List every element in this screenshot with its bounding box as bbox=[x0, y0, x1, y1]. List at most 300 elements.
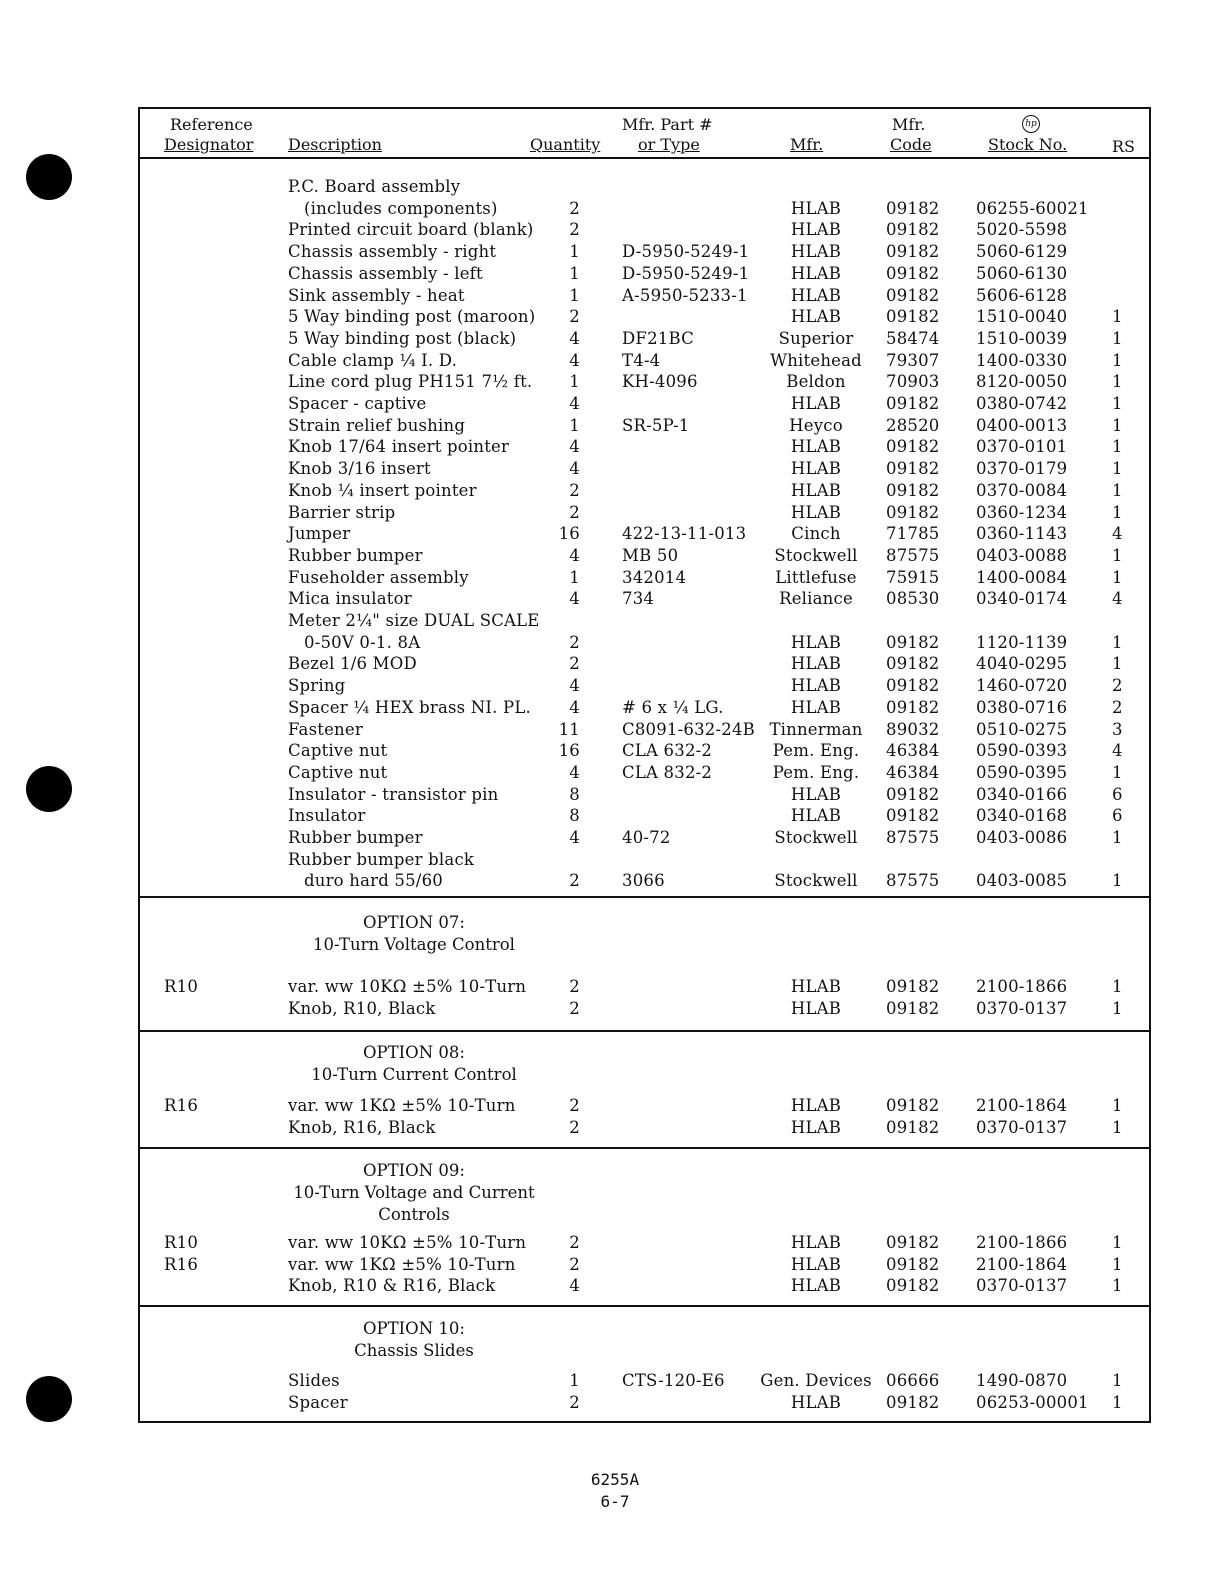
cell-stock-number: 0590-0393 bbox=[976, 741, 1068, 761]
cell-quantity: 1 bbox=[569, 285, 580, 305]
cell-description: var. ww 10KΩ ±5% 10-Turn bbox=[288, 977, 527, 996]
header-mfr-code-line1: Mfr. bbox=[892, 115, 926, 134]
table-row bbox=[140, 1255, 1149, 1277]
table-row bbox=[140, 503, 1149, 525]
cell-quantity: 2 bbox=[569, 1233, 580, 1252]
cell-rs-quantity: 1 bbox=[1112, 415, 1123, 435]
option-title: 10-Turn Current Control bbox=[311, 1065, 517, 1084]
cell-mfr-code: 58474 bbox=[886, 328, 940, 348]
cell-manufacturer: HLAB bbox=[790, 394, 842, 413]
cell-description: Chassis assembly - left bbox=[288, 263, 483, 283]
option-title: OPTION 09: bbox=[363, 1161, 465, 1180]
cell-mfr-part: D-5950-5249-1 bbox=[622, 242, 750, 262]
cell-stock-number: 4040-0295 bbox=[976, 654, 1068, 674]
cell-rs-quantity: 4 bbox=[1112, 741, 1123, 761]
cell-manufacturer: HLAB bbox=[790, 632, 842, 652]
cell-mfr-code: 28520 bbox=[886, 415, 940, 435]
cell-rs-quantity: 1 bbox=[1112, 307, 1123, 327]
header-ref-line2: Designator bbox=[164, 135, 254, 154]
table-row bbox=[140, 329, 1149, 351]
cell-mfr-part: DF21BC bbox=[622, 328, 694, 348]
cell-rs-quantity: 1 bbox=[1112, 1276, 1123, 1296]
cell-stock-number: 5060-6130 bbox=[976, 263, 1068, 283]
cell-mfr-code: 09182 bbox=[886, 394, 940, 413]
cell-quantity: 1 bbox=[569, 567, 580, 587]
cell-mfr-code: 09182 bbox=[886, 1392, 940, 1412]
cell-mfr-code: 09182 bbox=[886, 654, 940, 674]
table-row bbox=[140, 286, 1149, 308]
cell-rs-quantity: 1 bbox=[1112, 632, 1123, 652]
cell-mfr-code: 09182 bbox=[886, 502, 940, 522]
table-row bbox=[140, 177, 1149, 199]
cell-mfr-code: 06666 bbox=[886, 1371, 940, 1390]
cell-quantity: 2 bbox=[569, 502, 580, 522]
table-row bbox=[140, 871, 1149, 893]
cell-description: var. ww 1KΩ ±5% 10-Turn bbox=[288, 1096, 516, 1115]
cell-manufacturer: HLAB bbox=[790, 654, 842, 674]
option-separator bbox=[140, 896, 1149, 898]
cell-manufacturer: Littlefuse bbox=[775, 567, 857, 587]
cell-mfr-part: 3066 bbox=[622, 871, 665, 891]
cell-manufacturer: HLAB bbox=[790, 480, 842, 500]
cell-stock-number: 1510-0039 bbox=[976, 328, 1068, 348]
cell-mfr-part: 734 bbox=[622, 589, 655, 609]
cell-description: Slides bbox=[288, 1371, 340, 1390]
cell-manufacturer: HLAB bbox=[790, 1276, 842, 1296]
cell-stock-number: 0403-0088 bbox=[976, 545, 1068, 565]
cell-stock-number: 1400-0084 bbox=[976, 567, 1068, 587]
cell-stock-number: 2100-1866 bbox=[976, 1233, 1068, 1252]
cell-manufacturer: HLAB bbox=[790, 676, 842, 696]
cell-mfr-part: 422-13-11-013 bbox=[622, 524, 747, 544]
option-separator bbox=[140, 1305, 1149, 1307]
cell-description: Captive nut bbox=[288, 762, 388, 782]
option-title: Chassis Slides bbox=[354, 1341, 474, 1360]
cell-mfr-code: 09182 bbox=[886, 437, 940, 457]
cell-quantity: 2 bbox=[569, 220, 580, 240]
cell-description: Spacer - captive bbox=[288, 394, 427, 413]
cell-stock-number: 5020-5598 bbox=[976, 220, 1068, 240]
cell-stock-number: 0380-0716 bbox=[976, 697, 1068, 717]
cell-rs-quantity: 1 bbox=[1112, 437, 1123, 457]
cell-description: 0-50V 0-1. 8A bbox=[304, 632, 421, 652]
cell-rs-quantity: 4 bbox=[1112, 524, 1123, 544]
cell-description: duro hard 55/60 bbox=[304, 871, 443, 891]
cell-manufacturer: Superior bbox=[778, 328, 854, 348]
table-row bbox=[140, 242, 1149, 264]
cell-manufacturer: HLAB bbox=[790, 1096, 842, 1115]
cell-manufacturer: HLAB bbox=[790, 806, 842, 826]
table-row bbox=[140, 1276, 1149, 1298]
table-row bbox=[140, 806, 1149, 828]
cell-manufacturer: HLAB bbox=[790, 220, 842, 240]
cell-stock-number: 5606-6128 bbox=[976, 285, 1068, 305]
cell-manufacturer: HLAB bbox=[790, 502, 842, 522]
cell-description: Sink assembly - heat bbox=[288, 285, 465, 305]
cell-mfr-part: D-5950-5249-1 bbox=[622, 263, 750, 283]
table-row bbox=[140, 1233, 1149, 1255]
cell-stock-number: 1120-1139 bbox=[976, 632, 1068, 652]
cell-mfr-code: 09182 bbox=[886, 1117, 940, 1137]
cell-rs-quantity: 1 bbox=[1112, 1096, 1123, 1115]
cell-description: Captive nut bbox=[288, 741, 388, 761]
cell-description: Knob, R10, Black bbox=[288, 998, 436, 1018]
cell-rs-quantity: 1 bbox=[1112, 1233, 1123, 1252]
cell-manufacturer: Pem. Eng. bbox=[772, 762, 860, 782]
punch-hole-middle bbox=[26, 766, 72, 812]
cell-mfr-code: 09182 bbox=[886, 1276, 940, 1296]
cell-mfr-code: 09182 bbox=[886, 459, 940, 479]
cell-mfr-code: 09182 bbox=[886, 806, 940, 826]
cell-rs-quantity: 3 bbox=[1112, 719, 1123, 739]
table-row bbox=[140, 307, 1149, 329]
cell-mfr-code: 09182 bbox=[886, 998, 940, 1018]
cell-mfr-code: 09182 bbox=[886, 1254, 940, 1274]
footer-model: 6255A bbox=[590, 1470, 640, 1489]
cell-manufacturer: HLAB bbox=[790, 1233, 842, 1252]
cell-mfr-code: 79307 bbox=[886, 350, 940, 370]
cell-description: (includes components) bbox=[304, 198, 498, 218]
cell-stock-number: 0340-0168 bbox=[976, 806, 1068, 826]
table-row bbox=[140, 351, 1149, 373]
cell-quantity: 1 bbox=[569, 415, 580, 435]
table-row bbox=[140, 1371, 1149, 1393]
cell-quantity: 4 bbox=[569, 545, 580, 565]
option-title: OPTION 08: bbox=[363, 1043, 465, 1062]
cell-quantity: 4 bbox=[569, 394, 580, 413]
cell-mfr-code: 09182 bbox=[886, 977, 940, 996]
cell-description: Strain relief bushing bbox=[288, 415, 466, 435]
cell-mfr-part: 40-72 bbox=[622, 828, 671, 847]
cell-rs-quantity: 1 bbox=[1112, 762, 1123, 782]
cell-stock-number: 0340-0174 bbox=[976, 589, 1068, 609]
table-row bbox=[140, 1096, 1149, 1118]
cell-ref-designator: R16 bbox=[164, 1096, 199, 1115]
cell-description: var. ww 1KΩ ±5% 10-Turn bbox=[288, 1254, 516, 1274]
cell-mfr-part: KH-4096 bbox=[622, 372, 698, 392]
cell-manufacturer: Heyco bbox=[789, 415, 843, 435]
header-ref-line1: Reference bbox=[170, 115, 253, 134]
cell-stock-number: 0370-0137 bbox=[976, 1276, 1068, 1296]
cell-manufacturer: HLAB bbox=[790, 998, 842, 1018]
cell-mfr-code: 71785 bbox=[886, 524, 940, 544]
cell-stock-number: 2100-1864 bbox=[976, 1096, 1068, 1115]
option-title: 10-Turn Voltage Control bbox=[313, 935, 515, 954]
footer-page-number: 6-7 bbox=[600, 1492, 630, 1511]
cell-rs-quantity: 6 bbox=[1112, 784, 1123, 804]
table-row bbox=[140, 763, 1149, 785]
cell-stock-number: 1490-0870 bbox=[976, 1371, 1068, 1390]
cell-description: 5 Way binding post (maroon) bbox=[288, 307, 536, 327]
cell-mfr-part: T4-4 bbox=[622, 350, 661, 370]
cell-stock-number: 0370-0101 bbox=[976, 437, 1068, 457]
table-row bbox=[140, 977, 1149, 999]
cell-quantity: 4 bbox=[569, 697, 580, 717]
cell-mfr-code: 09182 bbox=[886, 263, 940, 283]
cell-manufacturer: HLAB bbox=[790, 307, 842, 327]
cell-description: Mica insulator bbox=[288, 589, 412, 609]
cell-description: Knob ¼ insert pointer bbox=[288, 480, 477, 500]
cell-description: Knob, R16, Black bbox=[288, 1117, 436, 1137]
cell-description: Knob 3/16 insert bbox=[288, 459, 431, 479]
cell-manufacturer: HLAB bbox=[790, 263, 842, 283]
cell-mfr-code: 09182 bbox=[886, 480, 940, 500]
cell-description: var. ww 10KΩ ±5% 10-Turn bbox=[288, 1233, 527, 1252]
cell-quantity: 2 bbox=[569, 1254, 580, 1274]
cell-mfr-code: 09182 bbox=[886, 697, 940, 717]
cell-quantity: 2 bbox=[569, 998, 580, 1018]
cell-description: Spring bbox=[288, 676, 346, 696]
table-row bbox=[140, 416, 1149, 438]
option-title: OPTION 10: bbox=[363, 1319, 465, 1338]
cell-mfr-code: 09182 bbox=[886, 220, 940, 240]
table-row bbox=[140, 1118, 1149, 1140]
table-row bbox=[140, 676, 1149, 698]
cell-stock-number: 8120-0050 bbox=[976, 372, 1068, 392]
cell-stock-number: 5060-6129 bbox=[976, 242, 1068, 262]
table-row bbox=[140, 633, 1149, 655]
cell-mfr-part: MB 50 bbox=[622, 545, 679, 565]
cell-mfr-part: CTS-120-E6 bbox=[622, 1371, 725, 1390]
cell-mfr-code: 87575 bbox=[886, 545, 940, 565]
cell-description: Knob 17/64 insert pointer bbox=[288, 437, 510, 457]
table-row bbox=[140, 459, 1149, 481]
option-separator bbox=[140, 1147, 1149, 1149]
header-mfr: Mfr. bbox=[790, 135, 824, 154]
table-row bbox=[140, 1393, 1149, 1415]
cell-description: Spacer ¼ HEX brass NI. PL. bbox=[288, 697, 531, 717]
header-mfr-part-line2: or Type bbox=[638, 135, 700, 154]
cell-stock-number: 0400-0013 bbox=[976, 415, 1068, 435]
cell-rs-quantity: 1 bbox=[1112, 394, 1123, 413]
cell-mfr-part: C8091-632-24B bbox=[622, 719, 755, 739]
cell-quantity: 2 bbox=[569, 977, 580, 996]
cell-mfr-part: CLA 632-2 bbox=[622, 741, 713, 761]
cell-quantity: 1 bbox=[569, 242, 580, 262]
cell-stock-number: 0360-1143 bbox=[976, 524, 1068, 544]
cell-stock-number: 0370-0137 bbox=[976, 1117, 1068, 1137]
cell-quantity: 1 bbox=[569, 372, 580, 392]
cell-stock-number: 0510-0275 bbox=[976, 719, 1068, 739]
cell-mfr-code: 87575 bbox=[886, 828, 940, 847]
cell-rs-quantity: 1 bbox=[1112, 567, 1123, 587]
cell-mfr-code: 09182 bbox=[886, 1096, 940, 1115]
cell-manufacturer: HLAB bbox=[790, 697, 842, 717]
cell-rs-quantity: 1 bbox=[1112, 828, 1123, 847]
cell-description: Rubber bumper bbox=[288, 545, 423, 565]
cell-manufacturer: HLAB bbox=[790, 977, 842, 996]
table-row bbox=[140, 999, 1149, 1021]
cell-quantity: 4 bbox=[569, 459, 580, 479]
cell-mfr-code: 75915 bbox=[886, 567, 940, 587]
cell-manufacturer: HLAB bbox=[790, 1117, 842, 1137]
option-title: 10-Turn Voltage and Current bbox=[293, 1183, 535, 1202]
cell-mfr-part: 342014 bbox=[622, 567, 687, 587]
table-row bbox=[140, 546, 1149, 568]
table-row bbox=[140, 828, 1149, 850]
table-row bbox=[140, 372, 1149, 394]
cell-manufacturer: Stockwell bbox=[774, 828, 858, 847]
cell-description: Knob, R10 & R16, Black bbox=[288, 1276, 496, 1296]
cell-quantity: 16 bbox=[558, 741, 580, 761]
cell-mfr-code: 89032 bbox=[886, 719, 940, 739]
cell-manufacturer: Cinch bbox=[791, 524, 841, 544]
option-title: Controls bbox=[378, 1205, 450, 1224]
table-row bbox=[140, 199, 1149, 221]
cell-manufacturer: Stockwell bbox=[774, 871, 858, 891]
cell-manufacturer: HLAB bbox=[790, 1254, 842, 1274]
cell-manufacturer: HLAB bbox=[790, 285, 842, 305]
table-header bbox=[140, 109, 1149, 159]
cell-mfr-part: # 6 x ¼ LG. bbox=[622, 697, 724, 717]
cell-ref-designator: R16 bbox=[164, 1254, 199, 1274]
cell-stock-number: 06255-60021 bbox=[976, 198, 1089, 218]
cell-description: Rubber bumper bbox=[288, 828, 423, 847]
cell-description: Insulator bbox=[288, 806, 366, 826]
header-quantity: Quantity bbox=[530, 135, 601, 154]
table-row bbox=[140, 264, 1149, 286]
cell-quantity: 4 bbox=[569, 350, 580, 370]
cell-mfr-code: 09182 bbox=[886, 1233, 940, 1252]
table-row bbox=[140, 611, 1149, 633]
cell-mfr-code: 09182 bbox=[886, 307, 940, 327]
cell-stock-number: 0380-0742 bbox=[976, 394, 1068, 413]
cell-stock-number: 0403-0085 bbox=[976, 871, 1068, 891]
hp-logo-icon: hp bbox=[1022, 115, 1040, 133]
cell-manufacturer: HLAB bbox=[790, 1392, 842, 1412]
cell-quantity: 8 bbox=[569, 806, 580, 826]
cell-stock-number: 0370-0179 bbox=[976, 459, 1068, 479]
cell-rs-quantity: 6 bbox=[1112, 806, 1123, 826]
table-row bbox=[140, 654, 1149, 676]
table-row bbox=[140, 220, 1149, 242]
cell-mfr-code: 09182 bbox=[886, 676, 940, 696]
cell-mfr-code: 08530 bbox=[886, 589, 940, 609]
cell-stock-number: 2100-1866 bbox=[976, 977, 1068, 996]
cell-quantity: 16 bbox=[558, 524, 580, 544]
cell-stock-number: 2100-1864 bbox=[976, 1254, 1068, 1274]
cell-rs-quantity: 4 bbox=[1112, 589, 1123, 609]
table-row bbox=[140, 437, 1149, 459]
table-row bbox=[140, 394, 1149, 416]
header-description: Description bbox=[288, 135, 382, 154]
cell-rs-quantity: 1 bbox=[1112, 977, 1123, 996]
cell-mfr-code: 09182 bbox=[886, 784, 940, 804]
cell-quantity: 4 bbox=[569, 676, 580, 696]
cell-description: Barrier strip bbox=[288, 502, 396, 522]
cell-stock-number: 0403-0086 bbox=[976, 828, 1068, 847]
cell-description: Spacer bbox=[288, 1392, 348, 1412]
table-row bbox=[140, 589, 1149, 611]
cell-quantity: 4 bbox=[569, 589, 580, 609]
cell-rs-quantity: 1 bbox=[1112, 350, 1123, 370]
cell-ref-designator: R10 bbox=[164, 1233, 199, 1252]
cell-quantity: 2 bbox=[569, 1117, 580, 1137]
cell-rs-quantity: 1 bbox=[1112, 654, 1123, 674]
header-stock: Stock No. bbox=[988, 135, 1068, 154]
cell-quantity: 4 bbox=[569, 328, 580, 348]
cell-stock-number: 0370-0084 bbox=[976, 480, 1068, 500]
cell-rs-quantity: 1 bbox=[1112, 480, 1123, 500]
cell-rs-quantity: 1 bbox=[1112, 1117, 1123, 1137]
cell-quantity: 4 bbox=[569, 762, 580, 782]
cell-description: Fastener bbox=[288, 719, 363, 739]
table-row bbox=[140, 524, 1149, 546]
cell-description: Fuseholder assembly bbox=[288, 567, 469, 587]
cell-manufacturer: HLAB bbox=[790, 198, 842, 218]
header-mfr-part-line1: Mfr. Part # bbox=[622, 115, 713, 134]
cell-quantity: 2 bbox=[569, 307, 580, 327]
parts-list-table bbox=[138, 107, 1151, 1423]
header-mfr-code-line2: Code bbox=[890, 135, 932, 154]
cell-mfr-code: 09182 bbox=[886, 242, 940, 262]
cell-quantity: 2 bbox=[569, 632, 580, 652]
cell-mfr-code: 46384 bbox=[886, 762, 940, 782]
cell-stock-number: 1400-0330 bbox=[976, 350, 1068, 370]
cell-mfr-part: A-5950-5233-1 bbox=[622, 285, 748, 305]
cell-quantity: 4 bbox=[569, 437, 580, 457]
cell-description: Rubber bumper black bbox=[288, 849, 475, 869]
cell-manufacturer: Pem. Eng. bbox=[772, 741, 860, 761]
table-row bbox=[140, 481, 1149, 503]
table-row bbox=[140, 741, 1149, 763]
cell-quantity: 2 bbox=[569, 1392, 580, 1412]
cell-manufacturer: HLAB bbox=[790, 437, 842, 457]
cell-rs-quantity: 1 bbox=[1112, 871, 1123, 891]
cell-mfr-part: SR-5P-1 bbox=[622, 415, 690, 435]
cell-manufacturer: HLAB bbox=[790, 784, 842, 804]
cell-description: P.C. Board assembly bbox=[288, 177, 461, 196]
cell-mfr-code: 09182 bbox=[886, 198, 940, 218]
cell-description: Chassis assembly - right bbox=[288, 242, 497, 262]
cell-rs-quantity: 1 bbox=[1112, 1254, 1123, 1274]
cell-rs-quantity: 1 bbox=[1112, 998, 1123, 1018]
cell-manufacturer: HLAB bbox=[790, 242, 842, 262]
cell-stock-number: 1460-0720 bbox=[976, 676, 1068, 696]
cell-manufacturer: Whitehead bbox=[770, 350, 862, 370]
cell-stock-number: 0370-0137 bbox=[976, 998, 1068, 1018]
cell-stock-number: 06253-00001 bbox=[976, 1392, 1089, 1412]
cell-manufacturer: Tinnerman bbox=[769, 719, 863, 739]
cell-description: Bezel 1/6 MOD bbox=[288, 654, 417, 674]
table-row bbox=[140, 720, 1149, 742]
option-separator bbox=[140, 1030, 1149, 1032]
cell-ref-designator: R10 bbox=[164, 977, 199, 996]
table-row bbox=[140, 568, 1149, 590]
table-row bbox=[140, 785, 1149, 807]
cell-stock-number: 0590-0395 bbox=[976, 762, 1068, 782]
table-row bbox=[140, 850, 1149, 872]
cell-quantity: 1 bbox=[569, 1371, 580, 1390]
table-row bbox=[140, 698, 1149, 720]
punch-hole-bottom bbox=[26, 1376, 72, 1422]
option-title: OPTION 07: bbox=[363, 913, 465, 932]
cell-quantity: 2 bbox=[569, 871, 580, 891]
cell-description: Cable clamp ¼ I. D. bbox=[288, 350, 458, 370]
punch-hole-top bbox=[26, 154, 72, 200]
cell-description: Line cord plug PH151 7½ ft. bbox=[288, 372, 533, 392]
cell-manufacturer: Stockwell bbox=[774, 545, 858, 565]
cell-quantity: 2 bbox=[569, 198, 580, 218]
cell-quantity: 2 bbox=[569, 1096, 580, 1115]
cell-quantity: 11 bbox=[558, 719, 580, 739]
cell-description: Printed circuit board (blank) bbox=[288, 220, 534, 240]
cell-description: Insulator - transistor pin bbox=[288, 784, 499, 804]
cell-rs-quantity: 2 bbox=[1112, 697, 1123, 717]
cell-stock-number: 0360-1234 bbox=[976, 502, 1068, 522]
cell-mfr-code: 46384 bbox=[886, 741, 940, 761]
header-rs: RS bbox=[1112, 137, 1136, 156]
